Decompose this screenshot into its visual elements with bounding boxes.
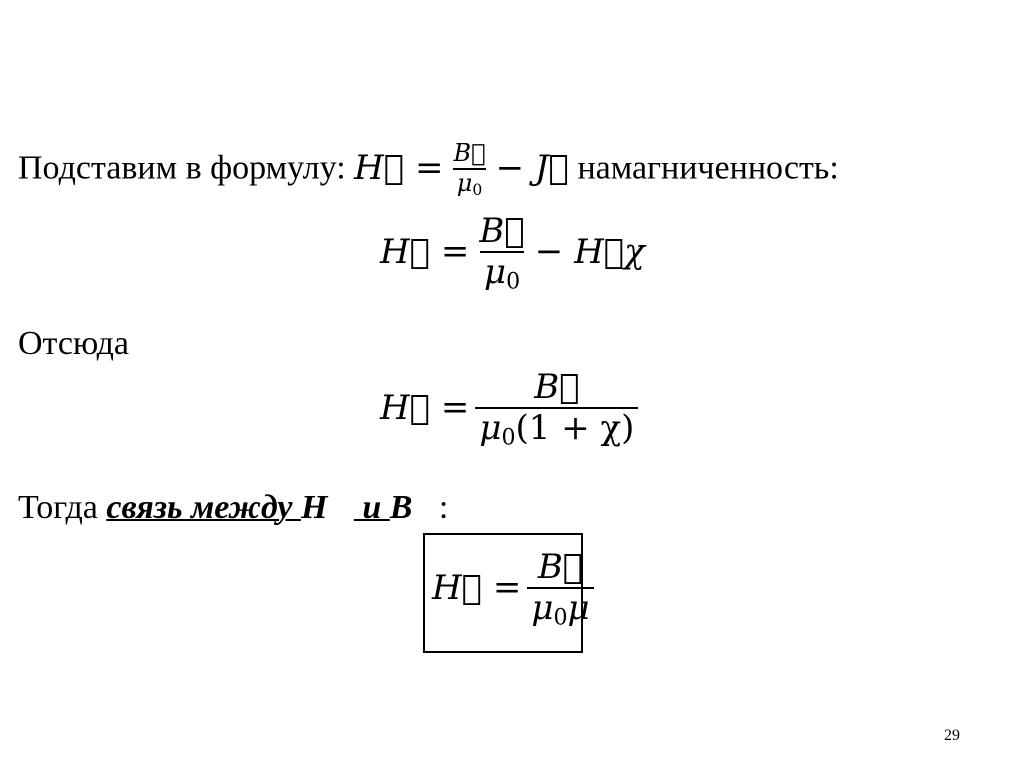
line-substitute <box>18 140 839 199</box>
line3-suffix: : <box>438 489 449 526</box>
equation-2: H ⃗ = $\frac{B ⃗}{\mu_0(1 + \chi)}$ <box>380 368 644 451</box>
line1-suffix: намагниченность: <box>568 149 839 187</box>
line1-prefix: Подставим в формулу: <box>18 149 355 187</box>
vec-J: J ⃗ <box>535 148 569 188</box>
equation-1: H ⃗ = $\frac{B ⃗}{\mu_0}$ − H ⃗χ <box>380 212 645 295</box>
inline-fraction: $\frac{B ⃗}{\mu_0}$ <box>450 140 490 199</box>
line-relation <box>18 488 448 528</box>
eq3-fraction: $\frac{B ⃗}{\mu_0\mu}$ <box>527 548 593 631</box>
vec-H: H ⃗ <box>354 148 404 188</box>
eq2-fraction: $\frac{B ⃗}{\mu_0(1 + \chi)}$ <box>475 368 638 451</box>
page-number: 29 <box>944 727 960 744</box>
emphasis-relation: связь между H ⃗ и B ⃗ <box>106 489 439 526</box>
equation-3: H ⃗ = $\frac{B ⃗}{\mu_0\mu}$ <box>432 548 600 631</box>
inline-formula: H ⃗ = $\frac{B ⃗}{\mu_0}$ − J ⃗ <box>354 148 569 188</box>
line3-prefix: Тогда <box>18 489 107 526</box>
line-hence: Отсюда <box>18 325 129 362</box>
eq1-fraction: $\frac{B ⃗}{\mu_0}$ <box>475 212 528 295</box>
